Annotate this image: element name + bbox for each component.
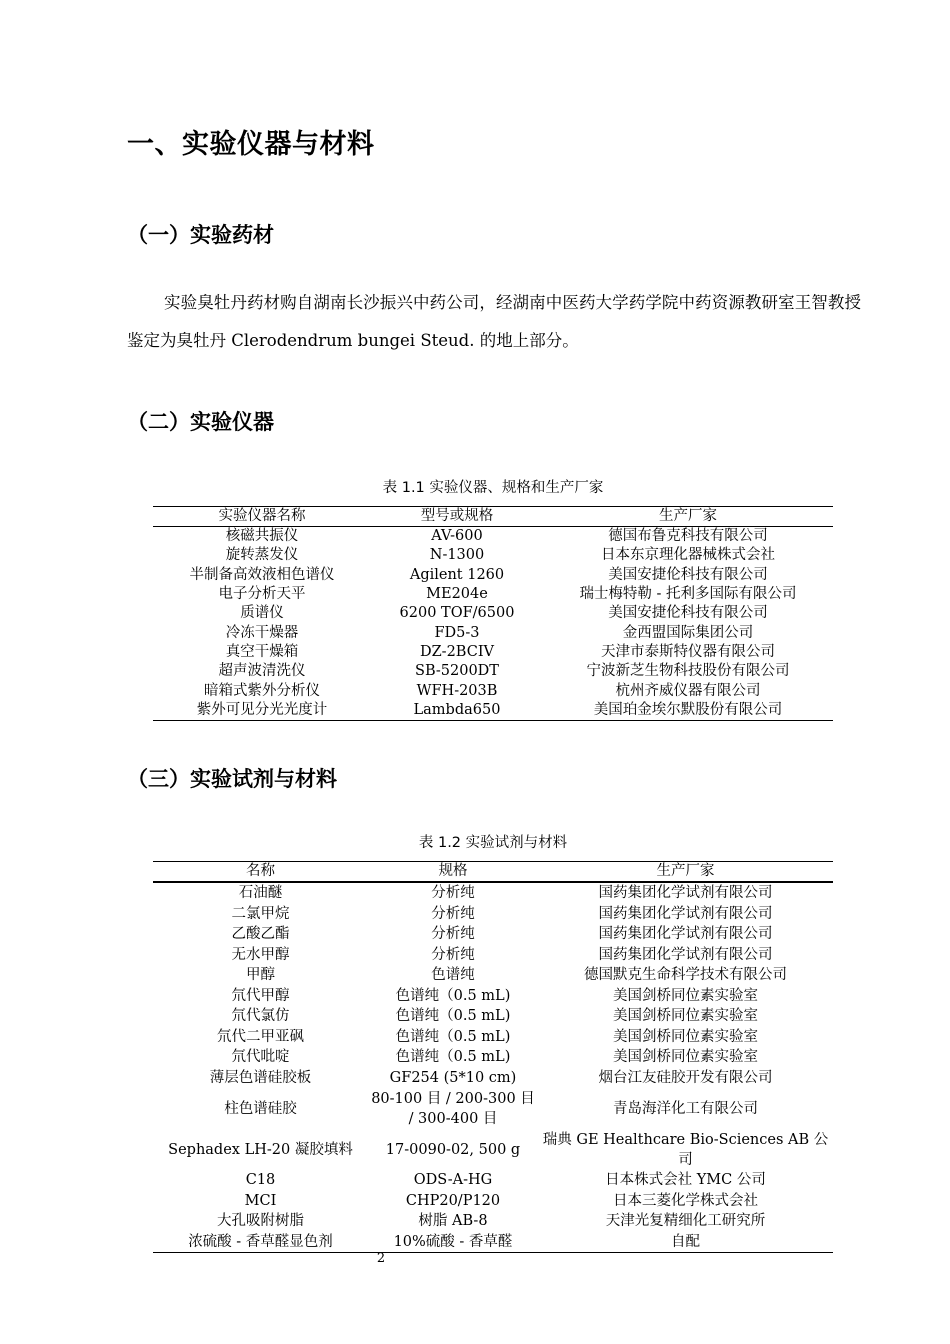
table-cell: 电子分析天平: [218, 586, 306, 603]
table-cell: DZ-2BCIV: [419, 643, 495, 660]
table-cell: 美国剑桥同位素实验室: [613, 1008, 758, 1025]
section-title-reagents: （三）实验试剂与材料: [127, 767, 337, 791]
table-cell: N-1300: [429, 547, 485, 564]
instruments-table: [153, 506, 833, 721]
table-cell: 10%硫酸 - 香草醛: [393, 1233, 513, 1250]
table-cell: 美国安捷伦科技有限公司: [608, 605, 768, 622]
table-cell: 无水甲醇: [231, 946, 290, 963]
table-cell: 日本东京理化器械株式会社: [601, 547, 775, 564]
table-cell: 分析纯: [431, 905, 475, 922]
reagents-table: [153, 861, 833, 1253]
table-row: [153, 924, 833, 945]
table-cell: 国药集团化学试剂有限公司: [598, 926, 773, 943]
table-cell: 分析纯: [431, 926, 475, 943]
table-cell: WFH-203B: [416, 682, 498, 699]
table-cell: 氘代氯仿: [231, 1008, 290, 1025]
table-cell: 日本三菱化学株式会社: [613, 1192, 758, 1209]
table-cell: 80-100 目 / 200-300 目 / 300-400 目: [371, 1090, 535, 1127]
header-model: 型号或规格: [371, 507, 543, 527]
table-row: [153, 1211, 833, 1232]
table-cell: 自配: [671, 1233, 700, 1250]
table-cell: FD5-3: [434, 624, 480, 641]
table-cell: 旋转蒸发仪: [225, 547, 299, 564]
table-cell: 核磁共振仪: [225, 528, 299, 545]
table-row: [153, 882, 833, 904]
header-spec: 规格: [368, 862, 538, 883]
table-cell: 美国剑桥同位素实验室: [613, 1028, 758, 1045]
table-cell: 金西盟国际集团公司: [622, 624, 754, 641]
table-cell: SB-5200DT: [415, 663, 499, 680]
table-row: [153, 986, 833, 1007]
table-cell: 色谱纯（0.5 mL): [395, 1008, 511, 1025]
table-cell: 真空干燥箱: [225, 643, 299, 660]
table-cell: ME204e: [426, 586, 488, 603]
table-cell: 柱色谱硅胶: [224, 1100, 297, 1117]
header-instrument-name: 实验仪器名称: [153, 507, 371, 527]
materials-paragraph: 实验臭牡丹药材购自湖南长沙振兴中药公司，经湖南中医药大学药学院中药资源教研室王智教授鉴定为臭牡丹 Clerodendrum bungei Steud. 的地上部分。: [127, 293, 861, 350]
table-cell: 宁波新芝生物科技股份有限公司: [586, 663, 790, 680]
table-row: [153, 527, 833, 547]
table-cell: 青岛海洋化工有限公司: [613, 1100, 758, 1117]
table-row: [153, 585, 833, 604]
table-row: [153, 643, 833, 662]
table-cell: 国药集团化学试剂有限公司: [598, 885, 773, 902]
table-cell: 美国剑桥同位素实验室: [613, 1049, 758, 1066]
table-cell: 半制备高效液相色谱仪: [189, 566, 335, 583]
reagents-table-body: [153, 882, 833, 1253]
table-cell: 色谱纯（0.5 mL): [395, 1049, 511, 1066]
table-cell: 国药集团化学试剂有限公司: [598, 905, 773, 922]
table-cell: MCI: [244, 1192, 277, 1209]
table-caption-instruments: 表 1.1 实验仪器、规格和生产厂家: [382, 480, 604, 496]
table-header-row: [153, 862, 833, 883]
table-cell: 冷冻干燥器: [225, 624, 299, 641]
table-row: [153, 1068, 833, 1089]
page-number: 2: [376, 1251, 386, 1266]
table-cell: 德国默克生命科学技术有限公司: [584, 967, 787, 984]
table-cell: 质谱仪: [240, 605, 284, 622]
table-row: [153, 1232, 833, 1253]
table-cell: 美国剑桥同位素实验室: [613, 987, 758, 1004]
table-row: [153, 1191, 833, 1212]
table-cell: 烟台江友硅胶开发有限公司: [598, 1069, 773, 1086]
table-row: [153, 945, 833, 966]
section-title-instruments: （二）实验仪器: [127, 410, 274, 434]
table-cell: 暗箱式紫外分析仪: [204, 682, 320, 699]
table-cell: 国药集团化学试剂有限公司: [598, 946, 773, 963]
table-cell: 树脂 AB-8: [418, 1213, 488, 1230]
table-cell: 天津光复精细化工研究所: [605, 1213, 766, 1230]
table-row: [153, 1047, 833, 1068]
table-row: [153, 1006, 833, 1027]
table-cell: 美国安捷伦科技有限公司: [608, 566, 768, 583]
table-row: [153, 701, 833, 721]
table-cell: 氘代吡啶: [231, 1049, 290, 1066]
table-cell: 甲醇: [246, 967, 275, 984]
instruments-table-body: [153, 527, 833, 721]
table-cell: 乙酸乙酯: [231, 926, 290, 943]
table-row: [153, 681, 833, 700]
table-row: [153, 904, 833, 925]
table-cell: 瑞士梅特勒 - 托利多国际有限公司: [579, 586, 797, 603]
table-cell: CHP20/P120: [405, 1192, 501, 1209]
table-cell: 天津市泰斯特仪器有限公司: [601, 643, 775, 660]
table-cell: 分析纯: [431, 885, 475, 902]
table-row: [153, 566, 833, 585]
table-cell: 德国布鲁克科技有限公司: [608, 528, 768, 545]
table-cell: 瑞典 GE Healthcare Bio-Sciences AB 公司: [542, 1131, 829, 1168]
header-name: 名称: [153, 862, 368, 883]
table-row: [153, 1088, 833, 1129]
header-manufacturer: 生产厂家: [538, 862, 833, 883]
table-cell: Agilent 1260: [409, 566, 505, 583]
header-manufacturer: 生产厂家: [543, 507, 833, 527]
chapter-heading: 一、实验仪器与材料: [127, 129, 375, 160]
table-cell: 浓硫酸 - 香草醛显色剂: [188, 1233, 333, 1250]
table-cell: 日本株式会社 YMC 公司: [605, 1172, 766, 1189]
table-row: [153, 623, 833, 642]
table-cell: GF254 (5*10 cm): [389, 1069, 517, 1086]
table-cell: 石油醚: [238, 885, 283, 902]
table-row: [153, 965, 833, 986]
table-cell: Lambda650: [413, 701, 501, 718]
table-row: [153, 604, 833, 623]
table-cell: 薄层色谱硅胶板: [209, 1069, 312, 1086]
table-cell: Sephadex LH-20 凝胶填料: [168, 1141, 353, 1158]
table-cell: 杭州齐威仪器有限公司: [615, 682, 761, 699]
table-cell: 紫外可见分光光度计: [196, 701, 328, 718]
section-title-materials: （一）实验药材: [127, 223, 274, 247]
table-cell: 大孔吸附树脂: [217, 1213, 304, 1230]
table-row: [153, 662, 833, 681]
table-header-row: [153, 507, 833, 527]
table-cell: 色谱纯（0.5 mL): [395, 987, 511, 1004]
table-cell: 超声波清洗仪: [218, 663, 306, 680]
table-cell: 氘代甲醇: [231, 987, 290, 1004]
table-row: [153, 1170, 833, 1191]
table-cell: 二氯甲烷: [231, 905, 290, 922]
table-row: [153, 1027, 833, 1048]
table-cell: 6200 TOF/6500: [399, 605, 515, 622]
table-cell: 色谱纯（0.5 mL): [395, 1028, 511, 1045]
table-cell: ODS-A-HG: [413, 1172, 493, 1189]
table-cell: AV-600: [431, 528, 483, 545]
table-cell: 氘代二甲亚砜: [217, 1028, 304, 1045]
table-cell: C18: [245, 1172, 276, 1189]
table-row: [153, 546, 833, 565]
table-cell: 分析纯: [431, 946, 475, 963]
table-caption-reagents: 表 1.2 实验试剂与材料: [418, 835, 568, 851]
table-cell: 美国珀金埃尔默股份有限公司: [593, 701, 783, 718]
table-row: [153, 1129, 833, 1170]
table-cell: 色谱纯: [431, 967, 475, 984]
table-cell: 17-0090-02, 500 g: [385, 1141, 521, 1158]
